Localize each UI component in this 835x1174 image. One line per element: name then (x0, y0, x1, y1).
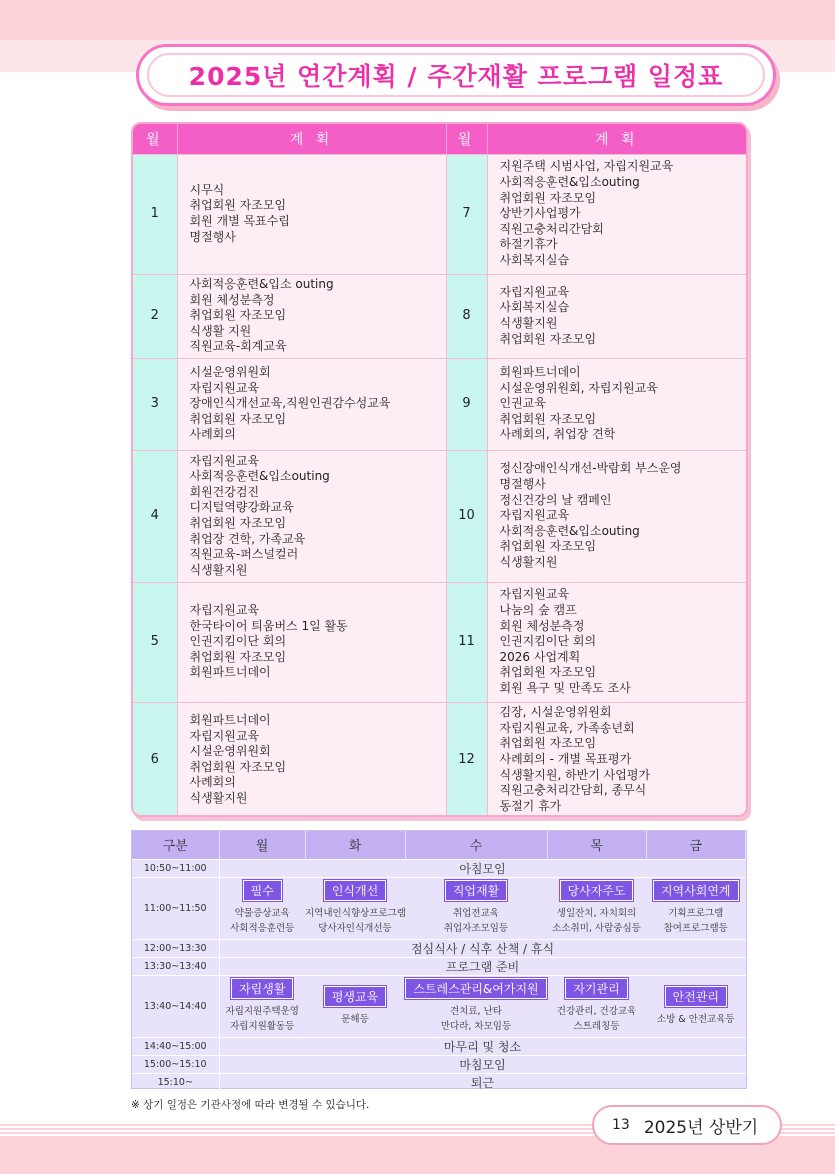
plan-item: 자립지원교육 (499, 284, 570, 299)
month-cell: 7 (446, 154, 487, 274)
program-detail: 자립지원활동등 (230, 1021, 295, 1032)
plan-item: 정신건강의 날 캠페인 (499, 492, 612, 507)
program-cell (547, 877, 646, 939)
program-detail: 지역내인식향상프로그램 (305, 908, 406, 919)
plan-item: 직원교육-회계교육 (189, 339, 287, 354)
plan-item: 사회적응훈련&입소outing (189, 469, 330, 484)
time-cell: 13:40~14:40 (132, 975, 219, 1037)
time-cell: 14:40~15:00 (132, 1037, 219, 1055)
program-detail: 취업자조모임등 (443, 923, 509, 934)
program-detail: 약물증상교육 (234, 908, 290, 919)
program-detail: 문해등 (341, 1013, 369, 1025)
plan-item: 김장, 시설운영위원회 (499, 705, 612, 720)
plan-item: 회원 체성분측정 (189, 292, 275, 307)
plan-item: 직원교육-퍼스널컬러 (189, 547, 299, 562)
plan-item: 직원고충처리간담회, 종무식 (499, 783, 647, 798)
plan-item: 회원파트너데이 (189, 665, 271, 680)
plan-cell (487, 154, 746, 274)
plan-item: 식생활지원 (499, 554, 558, 569)
plan-item: 직원고충처리간담회 (499, 221, 604, 236)
plan-cell (177, 154, 446, 274)
program-detail: 스트레칭등 (573, 1021, 620, 1032)
plan-cell (487, 450, 746, 582)
annual-row (133, 154, 746, 274)
plan-item: 한국타이어 틔움버스 1일 활동 (189, 618, 348, 633)
time-cell: 15:10~ (132, 1073, 219, 1091)
plan-item: 자립지원교육 (499, 587, 570, 602)
schedule-note: ※ 상기 일정은 기관사정에 따라 변경될 수 있습니다. (131, 1099, 370, 1111)
header-plan-right: 계 획 (487, 124, 746, 154)
program-detail: 소소취미, 사람중심등 (552, 923, 641, 934)
plan-cell (487, 358, 746, 450)
program-detail: 건강관리, 건강교육 (556, 1006, 637, 1017)
annual-row (133, 358, 746, 450)
plan-item: 시설운영위원회, 자립지원교육 (499, 380, 658, 395)
plan-item: 취업회원 자조모임 (189, 759, 287, 774)
program-cell (219, 975, 305, 1037)
month-cell: 8 (446, 274, 487, 358)
plan-item: 정신장애인식개선-박람회 부스운영 (499, 461, 682, 476)
plan-item: 취업회원 자조모임 (189, 649, 287, 664)
activity-cell: 아침모임 (219, 859, 746, 877)
weekly-row (132, 975, 746, 1037)
plan-item: 식생활 지원 (189, 323, 252, 338)
program-detail: 생일잔치, 자치회의 (556, 908, 637, 919)
program-cell (547, 975, 646, 1037)
plan-item: 동절기 휴가 (499, 798, 562, 813)
page-number: 13 (612, 1117, 630, 1133)
plan-item: 취업회원 자조모임 (189, 308, 287, 323)
weekly-header-row (132, 831, 746, 859)
plan-item: 취업회원 자조모임 (499, 736, 597, 751)
plan-item: 인권지킴이단 회의 (189, 634, 287, 649)
plan-item: 취업회원 자조모임 (499, 190, 597, 205)
program-category-tag: 지역사회연계 (653, 880, 739, 901)
plan-item: 식생활지원 (499, 316, 558, 330)
month-cell: 2 (133, 274, 177, 358)
program-category-tag: 인식개선 (324, 880, 386, 901)
plan-item: 상반기사업평가 (499, 206, 581, 221)
plan-cell (177, 450, 446, 582)
plan-item: 취업장 견학, 가족교육 (189, 531, 306, 546)
time-cell: 12:00~13:30 (132, 939, 219, 957)
plan-item: 명절행사 (189, 229, 236, 244)
plan-cell (177, 358, 446, 450)
plan-item: 회원 개별 목표수립 (189, 214, 290, 228)
month-cell: 10 (446, 450, 487, 582)
plan-item: 인권지킴이단 회의 (499, 634, 597, 649)
header-month-left: 월 (133, 124, 177, 154)
weekly-row (132, 859, 746, 877)
annual-row (133, 274, 746, 358)
plan-item: 자립지원교육 (189, 453, 260, 468)
program-detail: 자립지원주택운영 (225, 1006, 299, 1017)
plan-item: 취업회원 자조모임 (499, 665, 597, 680)
plan-cell (177, 702, 446, 817)
program-category-tag: 자립생활 (231, 978, 293, 999)
program-detail: 취업전교육 (453, 908, 499, 919)
plan-item: 취업회원 자조모임 (499, 331, 597, 346)
program-cell (305, 975, 405, 1037)
activity-cell: 점심식사 / 식후 산책 / 휴식 (219, 939, 746, 957)
weekly-row (132, 877, 746, 939)
plan-item: 사회적응훈련&입소outing (499, 523, 640, 538)
program-category-tag: 직업재활 (445, 880, 507, 901)
program-cell (405, 877, 547, 939)
plan-item: 인권교육 (499, 396, 546, 411)
plan-item: 하절기휴가 (499, 237, 558, 252)
weekly-header-thu: 목 (547, 831, 646, 859)
plan-item: 식생활지원, 하반기 사업평가 (499, 767, 651, 782)
plan-item: 회원건강검진 (189, 484, 260, 499)
plan-item: 식생활지원 (189, 562, 248, 577)
activity-cell: 프로그램 준비 (219, 957, 746, 975)
weekly-schedule-table (131, 830, 747, 1089)
month-cell: 5 (133, 582, 177, 702)
plan-cell (487, 274, 746, 358)
plan-item: 사례회의 (189, 775, 236, 790)
plan-item: 자립지원교육 (499, 508, 570, 523)
program-cell (305, 877, 405, 939)
program-detail: 소방 & 안전교육등 (656, 1013, 735, 1025)
annual-plan-table (131, 122, 748, 817)
month-cell: 4 (133, 450, 177, 582)
header-plan-left: 계 획 (177, 124, 446, 154)
plan-item: 사례회의, 취업장 견학 (499, 427, 616, 442)
program-detail: 당사자인식개선등 (318, 923, 392, 934)
weekly-row (132, 939, 746, 957)
program-category-tag: 안전관리 (665, 986, 727, 1007)
program-category-tag: 스트레스관리&여가지원 (405, 978, 546, 999)
program-detail: 견치료, 난타 (450, 1006, 502, 1017)
program-cell (646, 975, 746, 1037)
header-month-right: 월 (446, 124, 487, 154)
time-cell: 15:00~15:10 (132, 1055, 219, 1073)
plan-item: 시설운영위원회 (189, 365, 271, 380)
time-cell: 10:50~11:00 (132, 859, 219, 877)
annual-header-row (133, 124, 746, 154)
plan-item: 자립지원교육 (189, 728, 260, 743)
plan-cell (487, 702, 746, 817)
program-detail: 참여프로그램등 (663, 923, 728, 934)
plan-cell (177, 582, 446, 702)
time-cell: 13:30~13:40 (132, 957, 219, 975)
plan-item: 2026 사업계획 (499, 649, 581, 664)
plan-item: 시무식 (189, 182, 225, 197)
weekly-row (132, 1073, 746, 1091)
plan-item: 회원파트너데이 (189, 712, 271, 727)
time-cell: 11:00~11:50 (132, 877, 219, 939)
activity-cell: 마침모임 (219, 1055, 746, 1073)
annual-row (133, 450, 746, 582)
plan-item: 취업회원 자조모임 (189, 516, 287, 530)
program-category-tag: 자기관리 (565, 978, 627, 999)
program-detail: 기획프로그램 (668, 908, 724, 919)
plan-item: 회원 체성분측정 (499, 618, 585, 633)
program-category-tag: 필수 (243, 880, 282, 901)
plan-item: 사회복지실습 (499, 300, 570, 315)
page-title: 2025년 연간계획 / 주간재활 프로그램 일정표 (188, 62, 724, 91)
month-cell: 3 (133, 358, 177, 450)
program-cell (405, 975, 547, 1037)
plan-item: 취업회원 자조모임 (499, 539, 597, 554)
plan-cell (177, 274, 446, 358)
annual-row (133, 582, 746, 702)
month-cell: 6 (133, 702, 177, 817)
plan-cell (487, 582, 746, 702)
annual-row (133, 702, 746, 817)
program-detail: 만다라, 차모임등 (440, 1021, 512, 1032)
weekly-header-wed: 수 (405, 831, 547, 859)
plan-item: 시설운영위원회 (189, 744, 271, 759)
plan-item: 자립지원교육 (189, 603, 260, 618)
plan-item: 회원파트너데이 (499, 365, 581, 380)
plan-item: 사회복지실습 (499, 252, 570, 267)
program-cell (219, 877, 305, 939)
program-category-tag: 당사자주도 (560, 880, 634, 901)
program-category-tag: 평생교육 (324, 986, 386, 1007)
weekly-header-fri: 금 (646, 831, 746, 859)
weekly-row (132, 1055, 746, 1073)
footer-label: 2025년 상반기 (643, 1117, 759, 1138)
plan-item: 지원주택 시범사업, 자립지원교육 (499, 159, 674, 174)
month-cell: 12 (446, 702, 487, 817)
activity-cell: 퇴근 (219, 1073, 746, 1091)
plan-item: 사회적응훈련&입소outing (499, 175, 640, 190)
plan-item: 사례회의 (189, 427, 236, 442)
title-banner (136, 44, 776, 106)
weekly-header-tue: 화 (305, 831, 405, 859)
plan-item: 식생활지원 (189, 790, 248, 805)
month-cell: 1 (133, 154, 177, 274)
plan-item: 취업회원 자조모임 (189, 411, 287, 426)
plan-item: 사례회의 - 개별 목표평가 (499, 751, 632, 766)
plan-item: 취업회원 자조모임 (189, 198, 287, 213)
weekly-header-mon: 월 (219, 831, 305, 859)
plan-item: 사회적응훈련&입소 outing (189, 277, 334, 292)
program-detail: 사회적응훈련등 (230, 923, 295, 934)
month-cell: 11 (446, 582, 487, 702)
weekly-header-category: 구분 (132, 831, 219, 859)
weekly-row (132, 957, 746, 975)
program-cell (646, 877, 746, 939)
activity-cell: 마무리 및 청소 (219, 1037, 746, 1055)
plan-item: 명절행사 (499, 477, 546, 492)
month-cell: 9 (446, 358, 487, 450)
plan-item: 장애인식개선교육,직원인권감수성교육 (189, 396, 391, 411)
plan-item: 자립지원교육, 가족송년회 (499, 720, 635, 735)
plan-item: 자립지원교육 (189, 380, 260, 395)
plan-item: 회원 욕구 및 만족도 조사 (499, 680, 631, 695)
weekly-row (132, 1037, 746, 1055)
page-footer-badge (592, 1105, 782, 1145)
plan-item: 취업회원 자조모임 (499, 411, 597, 426)
plan-item: 디지털역량강화교육 (189, 500, 294, 515)
plan-item: 나눔의 숲 캠프 (499, 603, 577, 618)
